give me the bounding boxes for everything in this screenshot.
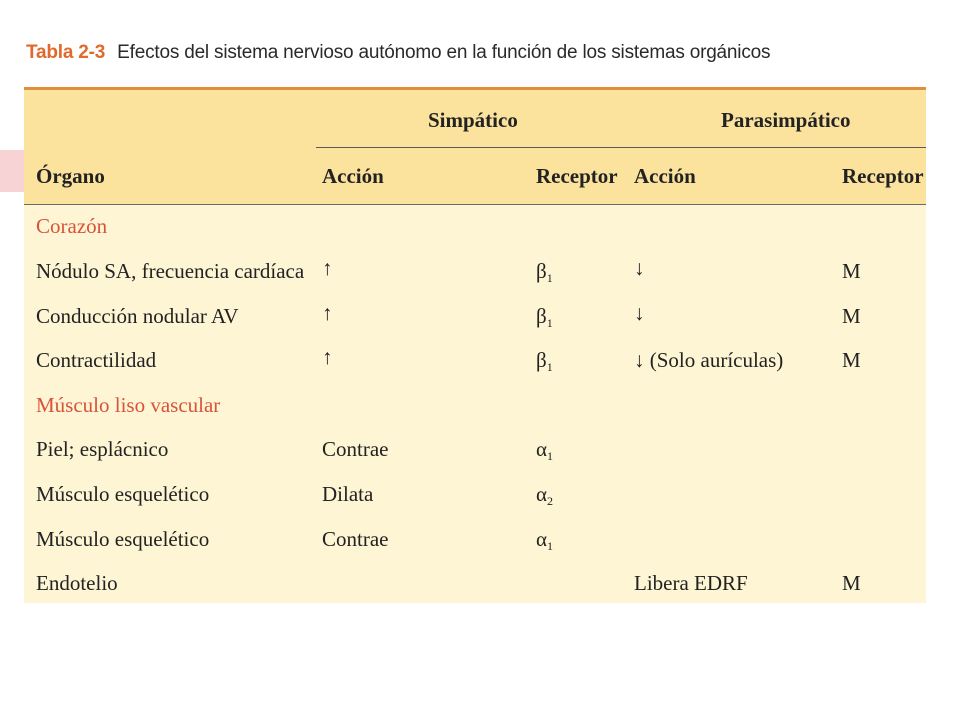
row-1-symp-receptor: $\beta_1$ [536, 304, 553, 330]
header-symp-receptor: Receptor [536, 164, 618, 188]
header-bottom-rule [24, 204, 926, 205]
table-number: Tabla 2-3 [26, 42, 106, 63]
row-2-para-action: ↓ (Solo aurículas) [634, 348, 784, 372]
section-heart: Corazón [36, 214, 108, 238]
row-2-para-receptor: M [842, 348, 861, 372]
row-5-symp-action: Contrae [322, 527, 389, 551]
header-group-sympathetic: Simpático [428, 108, 518, 132]
header-symp-action: Acción [322, 164, 384, 188]
row-0-para-action: ↓ [634, 256, 645, 280]
row-0-para-receptor: M [842, 259, 861, 283]
row-1-organ: Conducción nodular AV [36, 304, 239, 328]
header-organ: Órgano [36, 164, 105, 188]
row-2-symp-receptor: $\beta_1$ [536, 348, 553, 374]
row-3-symp-action: Contrae [322, 437, 389, 461]
row-5-organ: Músculo esquelético [36, 527, 210, 551]
row-1-symp-action: ↑ [322, 301, 333, 325]
header-para-action: Acción [634, 164, 696, 188]
row-2-organ: Contractilidad [36, 348, 157, 372]
row-6-para-receptor: M [842, 571, 861, 595]
table-title [26, 42, 770, 64]
row-1-para-action: ↓ [634, 301, 645, 325]
section-vascular-smooth-muscle: Músculo liso vascular [36, 393, 221, 417]
table [24, 87, 926, 603]
row-3-symp-receptor: $\alpha_1$ [536, 437, 554, 463]
row-4-symp-action: Dilata [322, 482, 374, 506]
header-divider [316, 147, 926, 148]
row-2-symp-action: ↑ [322, 345, 333, 369]
decorative-pink-marker [0, 150, 24, 192]
row-5-symp-receptor: $\alpha_1$ [536, 527, 554, 553]
table-title-text: Efectos del sistema nervioso autónomo en la función de los sistemas orgánicos [117, 42, 771, 63]
row-6-organ: Endotelio [36, 571, 118, 595]
header-para-receptor: Receptor [842, 164, 924, 188]
row-1-para-receptor: M [842, 304, 861, 328]
row-4-symp-receptor: $\alpha_2$ [536, 482, 554, 508]
header-group-parasympathetic: Parasimpático [721, 108, 851, 132]
row-0-symp-action: ↑ [322, 256, 333, 280]
row-6-para-action: Libera EDRF [634, 571, 748, 595]
row-0-symp-receptor: $\beta_1$ [536, 259, 553, 285]
row-4-organ: Músculo esquelético [36, 482, 210, 506]
row-3-organ: Piel; esplácnico [36, 437, 169, 461]
row-0-organ: Nódulo SA, frecuencia cardíaca [36, 259, 305, 283]
